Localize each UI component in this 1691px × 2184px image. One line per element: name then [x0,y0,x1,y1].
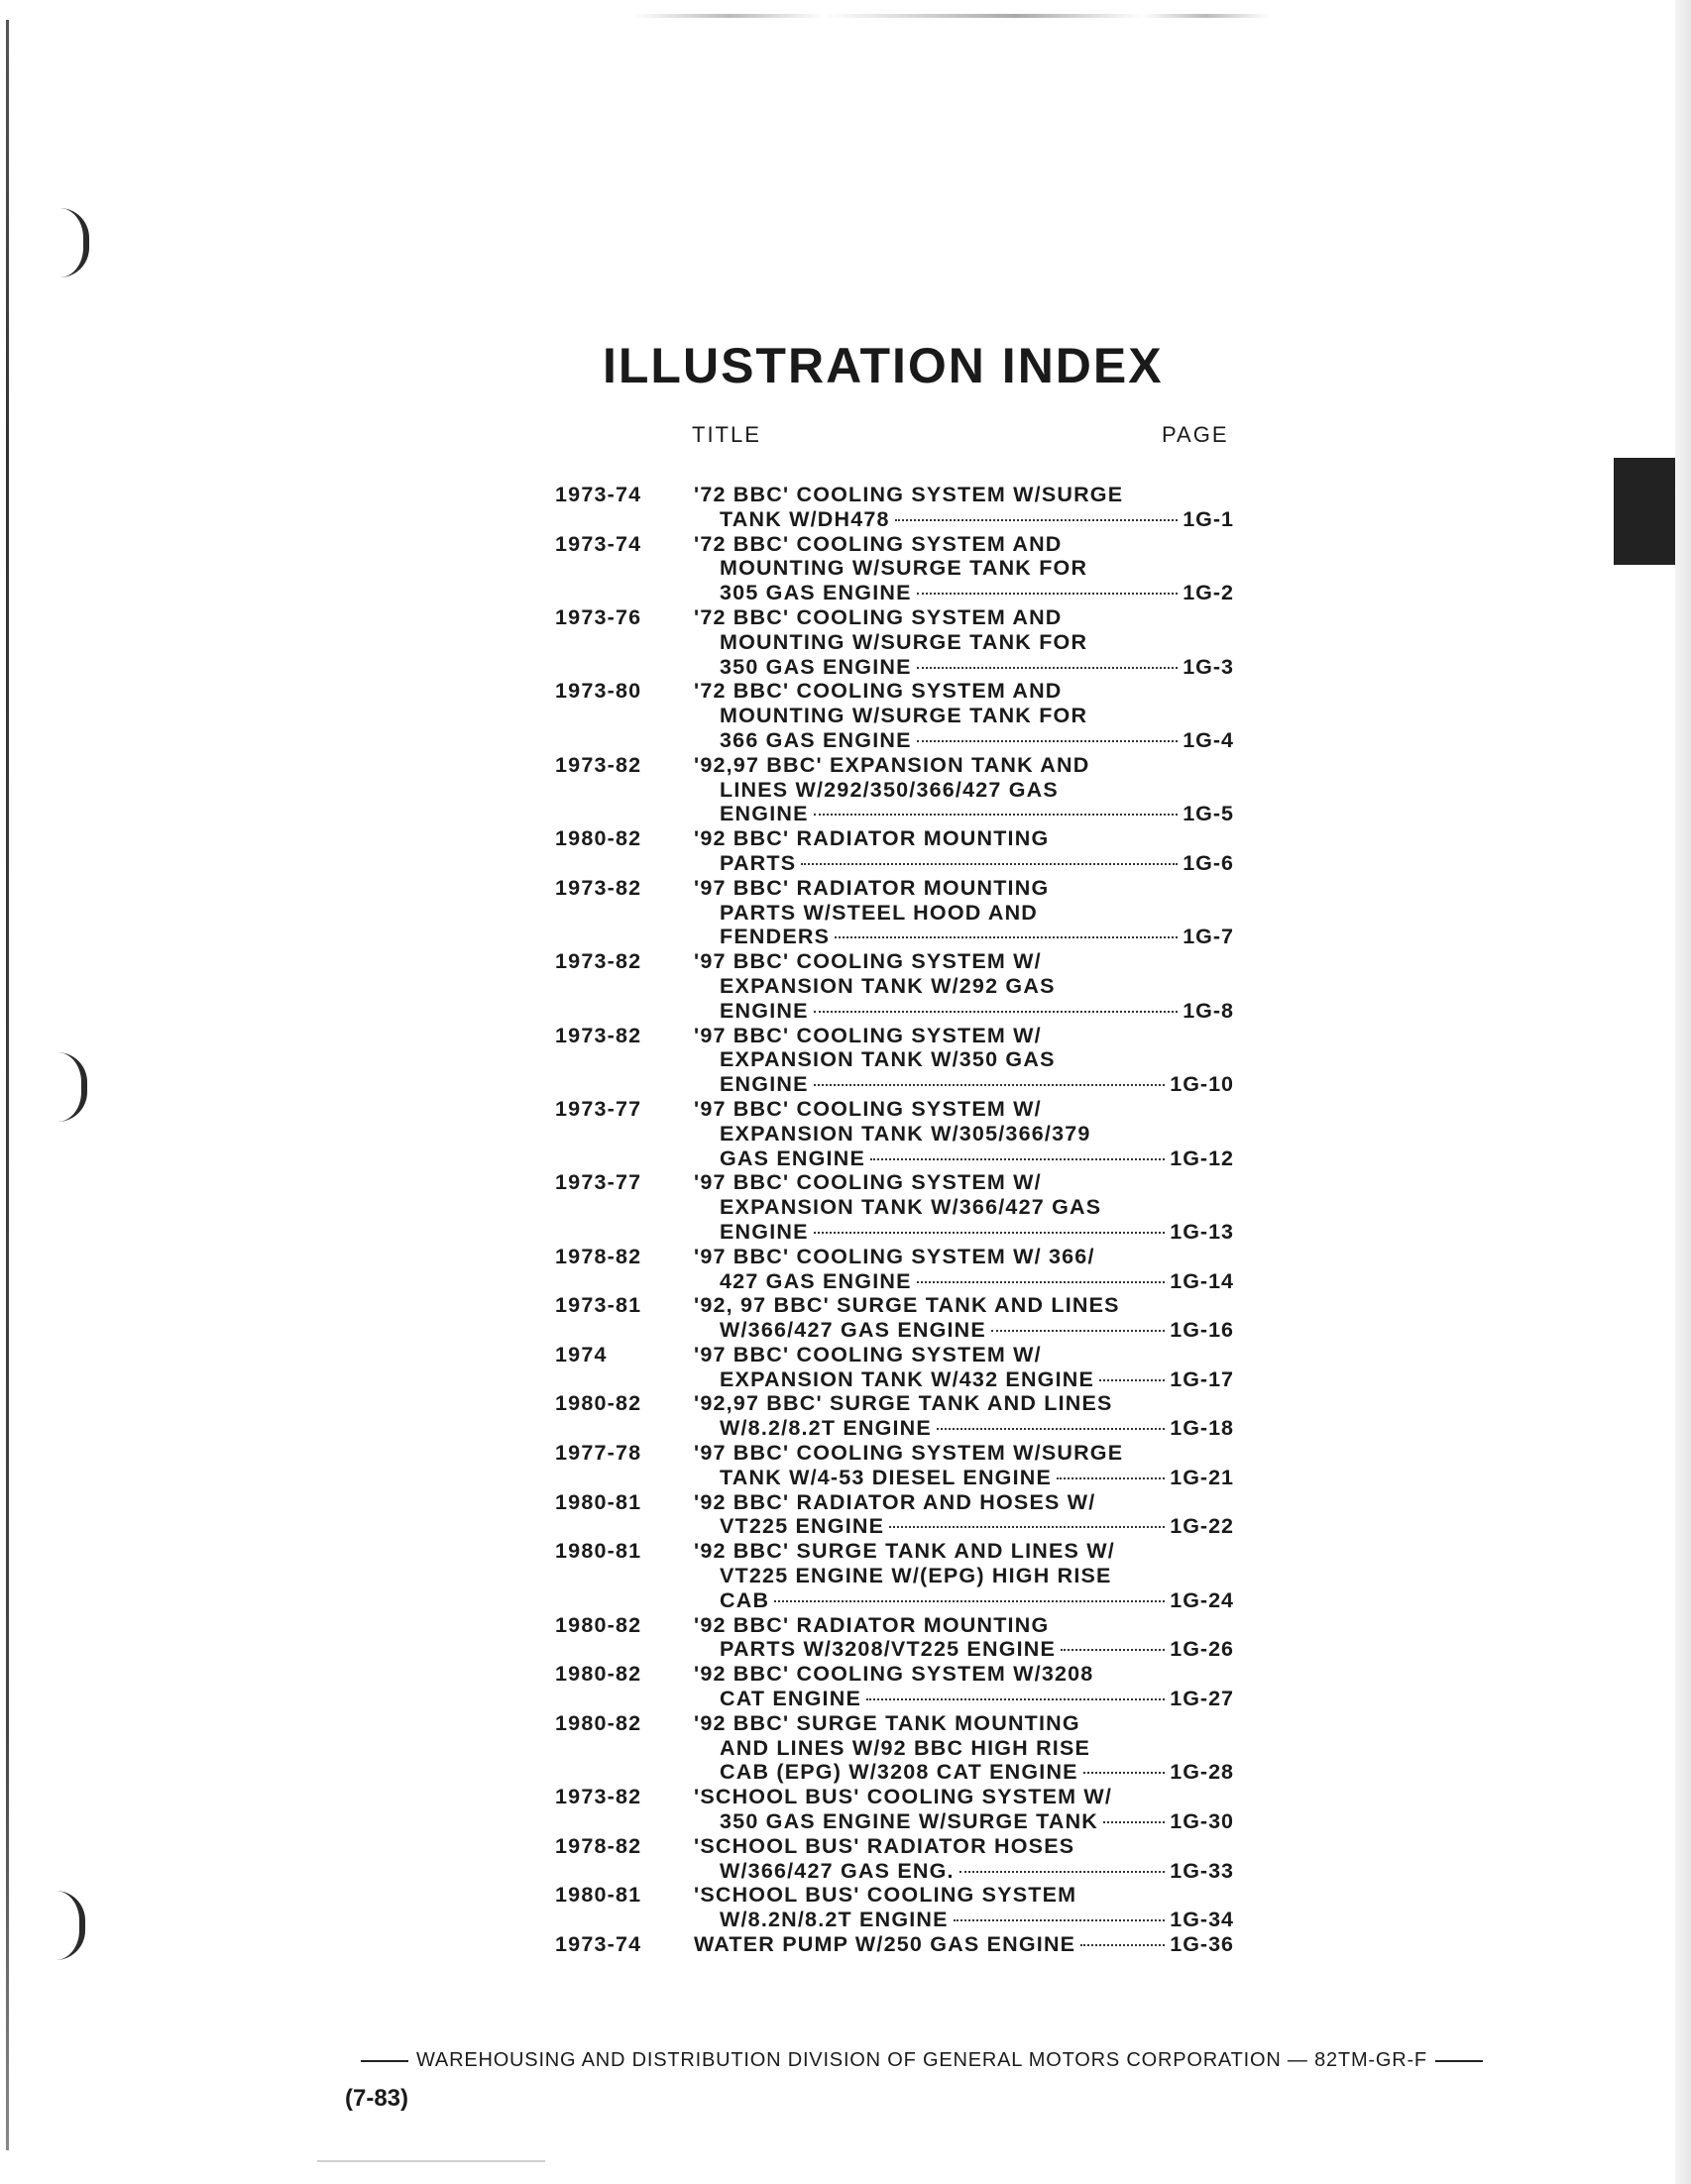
entry-title [694,753,1234,826]
entry-title [694,826,1234,876]
entry-title-line: '97 BBC' COOLING SYSTEM W/ [694,949,1042,974]
entry-title-line: W/366/427 GAS ENG. [720,1858,955,1883]
entry-title-last-line [694,728,1234,753]
entry-years: 1973-77 [555,1170,642,1195]
dot-leader [917,667,1179,669]
page-left-edge [6,20,9,2150]
page-title: ILLUSTRATION INDEX [603,338,1164,393]
entry-years: 1977-78 [555,1441,642,1466]
entry-title-line: VT225 ENGINE W/(EPG) HIGH RISE [720,1564,1112,1588]
entry-title [694,1662,1234,1711]
entry-page-ref: 1G-24 [1170,1587,1234,1612]
index-entry [555,1932,1234,1957]
entry-years: 1973-82 [555,875,642,900]
entry-years: 1980-82 [555,1391,642,1416]
dot-leader [917,1281,1166,1283]
column-header-page: PAGE [1162,422,1229,447]
index-entry [555,483,1234,532]
index-entry [555,532,1234,605]
entry-title-line: '97 BBC' RADIATOR MOUNTING [694,875,1050,900]
entry-years: 1973-82 [555,1785,642,1809]
dot-leader [1080,1944,1165,1946]
entry-title-last-line [694,1514,1234,1539]
entry-title-line: PARTS [720,850,797,875]
entry-title-line: ENGINE [720,802,809,826]
footer-dash-left [361,2060,408,2062]
index-entry [555,605,1234,679]
entry-title-line: CAB (EPG) W/3208 CAT ENGINE [720,1760,1078,1785]
entry-years: 1978-82 [555,1833,642,1858]
entry-title [694,1097,1234,1170]
dot-leader [774,1600,1165,1602]
entry-years: 1973-74 [555,483,642,506]
entry-title-line: 427 GAS ENGINE [720,1268,912,1293]
dot-leader [1083,1772,1166,1774]
entry-title-line: '97 BBC' COOLING SYSTEM W/ 366/ [694,1244,1095,1268]
entry-title-line: 305 GAS ENGINE [720,581,912,605]
entry-page-ref: 1G-4 [1183,727,1234,752]
entry-years: 1973-82 [555,1023,642,1047]
entry-title-line: '97 BBC' COOLING SYSTEM W/ [694,1170,1042,1195]
entry-years: 1974 [555,1342,608,1366]
entry-title-last-line [694,507,1234,532]
entry-title-last-line [694,1908,1234,1932]
entry-title-line: '92 BBC' RADIATOR MOUNTING [694,826,1050,851]
entry-title-last-line [694,1318,1234,1343]
dot-leader [937,1428,1165,1430]
entry-title-line: 'SCHOOL BUS' COOLING SYSTEM W/ [694,1785,1113,1809]
entry-title-line: EXPANSION TANK W/432 ENGINE [720,1366,1095,1391]
dot-leader [954,1919,1166,1921]
entry-page-ref: 1G-18 [1170,1416,1234,1441]
dot-leader [1057,1477,1165,1479]
index-entry [555,1343,1234,1392]
entry-title-last-line [694,1760,1234,1785]
entry-title-line: MOUNTING W/SURGE TANK FOR [720,629,1088,654]
index-entry [555,949,1234,1023]
entry-title [694,483,1234,532]
dot-leader [1061,1649,1165,1651]
footer [353,2049,1491,2072]
entry-title-last-line [694,1466,1234,1490]
entry-years: 1980-82 [555,1710,642,1735]
entry-years: 1973-74 [555,1932,642,1957]
entry-title-line: GAS ENGINE [720,1146,865,1170]
entry-title-line: EXPANSION TANK W/366/427 GAS [720,1195,1102,1220]
dot-leader [1099,1379,1165,1381]
entry-title-line: '97 BBC' COOLING SYSTEM W/ [694,1023,1042,1047]
entry-title-last-line [694,1687,1234,1711]
entry-title-last-line [694,1220,1234,1245]
index-entry [555,1613,1234,1663]
index-entry [555,1245,1234,1294]
entry-title-line: '97 BBC' COOLING SYSTEM W/SURGE [694,1441,1124,1466]
dot-leader [895,519,1179,521]
entry-title-line: W/8.2/8.2T ENGINE [720,1416,932,1441]
entry-years: 1980-81 [555,1489,642,1514]
entry-title [694,1490,1234,1540]
entry-title-line: '72 BBC' COOLING SYSTEM AND [694,679,1063,704]
entry-page-ref: 1G-2 [1183,581,1234,605]
entry-title-line: 'SCHOOL BUS' COOLING SYSTEM [694,1883,1077,1908]
entry-title-line: EXPANSION TANK W/350 GAS [720,1047,1056,1072]
entry-title-last-line [694,1416,1234,1441]
index-entry [555,1293,1234,1343]
entry-page-ref: 1G-16 [1170,1318,1234,1343]
entry-title-line: '92,97 BBC' SURGE TANK AND LINES [694,1391,1113,1416]
index-entry [555,1785,1234,1834]
index-entry [555,1883,1234,1932]
entry-title-last-line [694,1637,1234,1662]
entry-title [694,1711,1234,1785]
entry-years: 1973-77 [555,1096,642,1121]
entry-years: 1973-76 [555,604,642,629]
entry-years: 1973-80 [555,679,642,704]
illustration-index-list [555,483,1234,1957]
entry-page-ref: 1G-28 [1170,1760,1234,1785]
entry-page-ref: 1G-17 [1170,1366,1234,1391]
entry-title-line: CAT ENGINE [720,1687,861,1711]
entry-title-last-line [694,1588,1234,1613]
entry-years: 1980-82 [555,826,642,851]
dot-leader [959,1871,1166,1873]
entry-title-last-line [694,1367,1234,1392]
entry-page-ref: 1G-33 [1170,1858,1234,1883]
entry-title-last-line [694,802,1234,826]
entry-title [694,876,1234,949]
entry-years: 1973-82 [555,949,642,974]
entry-title [694,1441,1234,1490]
dot-leader [917,740,1179,742]
entry-title-last-line [694,999,1234,1024]
entry-title-line: TANK W/DH478 [720,506,890,531]
index-entry [555,1170,1234,1244]
entry-title-line: 'SCHOOL BUS' RADIATOR HOSES [694,1833,1075,1858]
entry-title-line: EXPANSION TANK W/305/366/379 [720,1121,1091,1146]
entry-title-line: '72 BBC' COOLING SYSTEM AND [694,531,1063,556]
entry-title-line: '72 BBC' COOLING SYSTEM W/SURGE [694,483,1124,506]
entry-title [694,1024,1234,1097]
entry-page-ref: 1G-30 [1170,1809,1234,1834]
entry-title-line: MOUNTING W/SURGE TANK FOR [720,704,1088,728]
entry-years: 1980-81 [555,1539,642,1564]
index-entry [555,1834,1234,1884]
entry-title-last-line [694,655,1234,680]
entry-page-ref: 1G-34 [1170,1908,1234,1932]
entry-years: 1980-82 [555,1662,642,1687]
index-entry [555,753,1234,826]
entry-title-line: MOUNTING W/SURGE TANK FOR [720,556,1088,581]
dot-leader [1103,1821,1165,1823]
dot-leader [835,936,1178,938]
entry-title-last-line [694,1932,1234,1957]
footer-date-code: (7-83) [345,2085,409,2112]
entry-title-last-line [694,1859,1234,1884]
entry-title [694,949,1234,1023]
entry-title [694,1391,1234,1441]
entry-title-last-line [694,1147,1234,1171]
entry-title-line: ENGINE [720,1219,809,1244]
entry-title [694,1883,1234,1932]
dot-leader [814,1011,1179,1013]
entry-title [694,679,1234,752]
entry-page-ref: 1G-5 [1183,802,1234,826]
entry-title-line: W/366/427 GAS ENGINE [720,1318,986,1343]
index-entry [555,826,1234,876]
entry-title-last-line [694,581,1234,605]
index-entry [555,876,1234,949]
binder-hole-top [59,208,89,277]
index-entry [555,1441,1234,1490]
entry-years: 1973-82 [555,752,642,777]
entry-title [694,1170,1234,1244]
dot-leader [870,1158,1165,1160]
binder-hole-middle [57,1052,87,1122]
entry-title-line: '72 BBC' COOLING SYSTEM AND [694,604,1063,629]
entry-title [694,1293,1234,1343]
entry-title [694,1613,1234,1663]
dot-leader [991,1330,1165,1332]
entry-title-line: 350 GAS ENGINE [720,654,912,679]
index-entry [555,1391,1234,1441]
index-entry [555,1097,1234,1170]
entry-title-line: AND LINES W/92 BBC HIGH RISE [720,1735,1091,1760]
column-header-title: TITLE [692,422,761,447]
entry-page-ref: 1G-1 [1183,506,1234,531]
entry-years: 1980-81 [555,1883,642,1908]
dot-leader [801,863,1178,865]
entry-title [694,1785,1234,1834]
entry-years: 1980-82 [555,1612,642,1637]
entry-page-ref: 1G-26 [1170,1637,1234,1662]
entry-title-line: '97 BBC' COOLING SYSTEM W/ [694,1342,1042,1366]
entry-page-ref: 1G-8 [1183,998,1234,1023]
dot-leader [866,1698,1165,1700]
entry-page-ref: 1G-3 [1183,654,1234,679]
index-entry [555,1662,1234,1711]
entry-title-last-line [694,851,1234,876]
dot-leader [814,1084,1166,1086]
entry-title-line: '92, 97 BBC' SURGE TANK AND LINES [694,1293,1120,1318]
entry-title-line: PARTS W/3208/VT225 ENGINE [720,1637,1057,1662]
entry-page-ref: 1G-6 [1183,850,1234,875]
entry-title [694,605,1234,679]
index-entry [555,1711,1234,1785]
entry-title-line: EXPANSION TANK W/292 GAS [720,973,1056,998]
entry-title-line: '92 BBC' RADIATOR MOUNTING [694,1612,1050,1637]
index-entry [555,679,1234,752]
entry-title-line: W/8.2N/8.2T ENGINE [720,1908,949,1932]
entry-title-line: '92 BBC' SURGE TANK MOUNTING [694,1710,1080,1735]
scan-smudge-top [634,14,1269,18]
entry-years: 1978-82 [555,1244,642,1268]
dot-leader [814,1232,1166,1234]
entry-title-line: LINES W/292/350/366/427 GAS [720,777,1059,802]
entry-title-last-line [694,925,1234,949]
entry-page-ref: 1G-36 [1170,1932,1234,1957]
index-entry [555,1024,1234,1097]
entry-title [694,1245,1234,1294]
footer-text: WAREHOUSING AND DISTRIBUTION DIVISION OF GENERAL MOTORS CORPORATION — 82TM-GR-F [416,2049,1427,2071]
entry-page-ref: 1G-27 [1170,1687,1234,1711]
binder-hole-bottom [56,1891,85,1960]
entry-years: 1973-74 [555,531,642,556]
entry-title-line: ENGINE [720,1072,809,1097]
index-entry [555,1490,1234,1540]
entry-title-line: CAB [720,1587,770,1612]
entry-page-ref: 1G-14 [1170,1268,1234,1293]
entry-title-line: PARTS W/STEEL HOOD AND [720,900,1039,925]
entry-title-line: '92 BBC' COOLING SYSTEM W/3208 [694,1662,1094,1687]
section-tab-marker [1614,458,1675,565]
entry-title-line: 366 GAS ENGINE [720,727,912,752]
entry-title [694,1539,1234,1612]
entry-title-line: '92 BBC' SURGE TANK AND LINES W/ [694,1539,1115,1564]
entry-title-line: ENGINE [720,998,809,1023]
entry-title-line: WATER PUMP W/250 GAS ENGINE [694,1932,1076,1957]
footer-dash-right [1435,2060,1483,2062]
entry-page-ref: 1G-10 [1170,1072,1234,1097]
entry-page-ref: 1G-21 [1170,1465,1234,1489]
entry-page-ref: 1G-22 [1170,1514,1234,1539]
entry-years: 1973-81 [555,1293,642,1318]
index-entry [555,1539,1234,1612]
entry-title [694,1932,1234,1957]
entry-title-line: '97 BBC' COOLING SYSTEM W/ [694,1096,1042,1121]
dot-leader [889,1526,1165,1528]
entry-title-line: '92 BBC' RADIATOR AND HOSES W/ [694,1489,1096,1514]
entry-page-ref: 1G-12 [1170,1146,1234,1170]
entry-title-line: '92,97 BBC' EXPANSION TANK AND [694,752,1090,777]
entry-title [694,532,1234,605]
entry-title-last-line [694,1809,1234,1834]
entry-title [694,1343,1234,1392]
entry-title-last-line [694,1072,1234,1097]
entry-title-line: 350 GAS ENGINE W/SURGE TANK [720,1809,1099,1834]
entry-title-line: VT225 ENGINE [720,1514,885,1539]
dot-leader [814,814,1179,816]
entry-title-last-line [694,1269,1234,1294]
entry-title-line: TANK W/4-53 DIESEL ENGINE [720,1465,1053,1489]
scan-smudge-bottom [317,2160,545,2162]
entry-page-ref: 1G-13 [1170,1219,1234,1244]
page-right-edge [1675,0,1691,2184]
entry-title-line: FENDERS [720,925,831,949]
entry-page-ref: 1G-7 [1183,925,1234,949]
dot-leader [917,593,1179,595]
entry-title [694,1834,1234,1884]
